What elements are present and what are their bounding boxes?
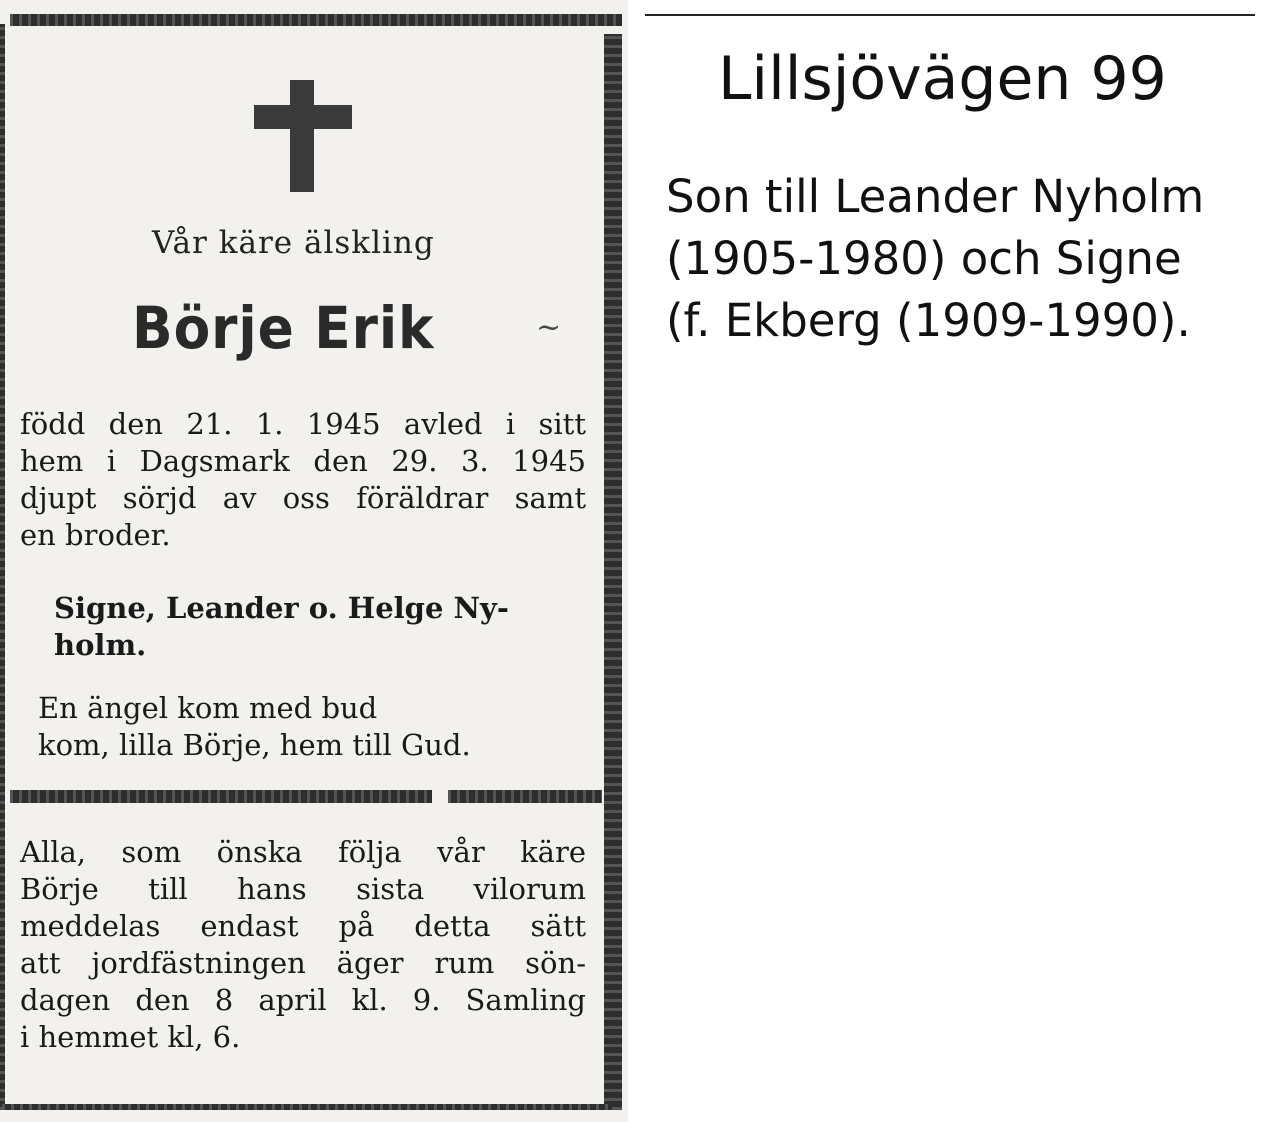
memorial-verse xyxy=(38,690,471,764)
right-border xyxy=(604,34,622,1110)
name-dash: ~ xyxy=(536,310,562,345)
verse-line: En ängel kom med bud xyxy=(38,691,378,725)
top-border xyxy=(10,14,622,26)
caption-line: (f. Ekberg (1909-1990). xyxy=(666,294,1191,347)
cross-icon xyxy=(254,80,352,192)
caption-top-rule xyxy=(645,14,1255,16)
funeral-line: i hemmet kl, 6. xyxy=(20,1020,241,1054)
announcement-line: född den 21. 1. 1945 avled i sitt xyxy=(20,407,586,441)
announcement-paragraph xyxy=(20,406,586,554)
funeral-line: Alla, som önska följa vår käre xyxy=(20,835,586,869)
divider-right xyxy=(448,790,602,803)
funeral-line: att jordfästningen äger rum sön- xyxy=(20,946,586,980)
caption-line: Son till Leander Nyholm xyxy=(666,170,1205,223)
bottom-border xyxy=(2,1104,612,1110)
caption-line: (1905-1980) och Signe xyxy=(666,232,1182,285)
announcement-line: djupt sörjd av oss föräldrar samt xyxy=(20,481,586,515)
mourners-signature xyxy=(54,590,509,664)
obituary-clipping xyxy=(0,0,628,1122)
funeral-line: meddelas endast på detta sätt xyxy=(20,909,586,943)
obituary-intro: Vår käre älskling xyxy=(152,225,435,261)
left-border xyxy=(0,24,5,1110)
funeral-notice xyxy=(20,834,586,1056)
signature-line: holm. xyxy=(54,628,147,662)
signature-line: Signe, Leander o. Helge Ny- xyxy=(54,591,509,625)
announcement-line: hem i Dagsmark den 29. 3. 1945 xyxy=(20,444,586,478)
announcement-line: en broder. xyxy=(20,518,171,552)
caption-text xyxy=(666,166,1204,352)
divider-left xyxy=(10,790,432,803)
verse-line: kom, lilla Börje, hem till Gud. xyxy=(38,728,471,762)
funeral-line: dagen den 8 april kl. 9. Samling xyxy=(20,983,586,1017)
deceased-name: Börje Erik xyxy=(132,294,435,362)
caption-title: Lillsjövägen 99 xyxy=(718,44,1167,114)
funeral-line: Börje till hans sista vilorum xyxy=(20,872,586,906)
